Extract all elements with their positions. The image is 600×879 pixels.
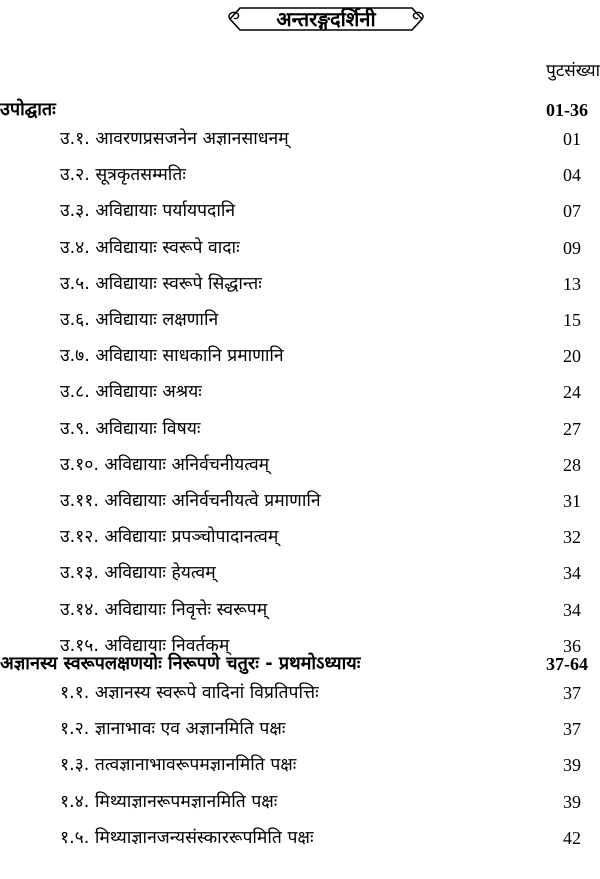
toc-entry-label: उ.९. अविद्यायाः विषयः	[60, 418, 201, 439]
toc-entry-label: उ.५. अविद्यायाः स्वरूपे सिद्धान्तः	[60, 273, 262, 294]
toc-entry-row	[0, 747, 600, 783]
toc-entry-row	[0, 592, 600, 628]
toc-entry-page: 01	[563, 129, 581, 149]
toc-entry-label: १.२. ज्ञानाभावः एव अज्ञानमिति पक्षः	[60, 719, 286, 740]
toc-entry-label: उ.६. अविद्यायाः लक्षणानि	[60, 310, 219, 330]
toc-entry-row	[0, 447, 600, 483]
toc-entry-page: 27	[563, 418, 581, 439]
toc-entry-label: उ.३. अविद्यायाः पर्यायपदानि	[60, 201, 236, 222]
toc-entry-label: १.३. तत्वज्ञानाभावरूपमज्ञानमिति पक्षः	[60, 755, 297, 776]
toc-entry-page: 07	[563, 201, 581, 222]
toc-entry-row	[0, 711, 600, 747]
toc-entry-page: 34	[563, 563, 581, 584]
toc-entry-label: उ.१२. अविद्यायाः प्रपञ्चोपादानत्वम्	[60, 527, 279, 548]
toc-entry-page: 13	[563, 273, 581, 294]
toc-entry-row	[0, 230, 600, 266]
toc-section-pages: 01-36	[546, 100, 588, 120]
toc-entry-row	[0, 675, 600, 711]
toc-entry-row	[0, 193, 600, 229]
toc-entry-label: उ.१०. अविद्यायाः अनिर्वचनीयत्वम्	[60, 454, 270, 475]
toc-entry-label: उ.७. अविद्यायाः साधकानि प्रमाणानि	[60, 346, 284, 367]
toc-entry-label: १.१. अज्ञानस्य स्वरूपे वादिनां विप्रतिपत्तिः	[60, 683, 319, 703]
toc-entry-page: 39	[563, 755, 581, 776]
toc-entry-page: 09	[563, 237, 581, 258]
toc-entry-label: उ.८. अविद्यायाः अश्रयः	[60, 382, 202, 403]
toc-entry-page: 31	[563, 491, 581, 511]
toc-entry-page: 32	[563, 527, 581, 548]
toc-entry-page: 15	[563, 310, 581, 330]
toc-entry-row	[0, 411, 600, 447]
toc-entry-page: 37	[563, 719, 581, 740]
toc-entry-row	[0, 784, 600, 820]
toc-entry-row	[0, 157, 600, 193]
toc-entry-row	[0, 266, 600, 302]
toc-entry-page: 36	[563, 635, 581, 656]
title-banner	[226, 2, 426, 36]
page-title: अन्तरङ्गदर्शिनी	[276, 7, 376, 31]
toc-entry-row	[0, 519, 600, 555]
toc-entry-page: 34	[563, 599, 581, 620]
toc-section-pages: 37-64	[546, 654, 588, 674]
toc-entry-page: 28	[563, 454, 581, 475]
toc-entry-row	[0, 121, 600, 157]
toc-entry-label: १.४. मिथ्याज्ञानरूपमज्ञानमिति पक्षः	[60, 791, 278, 812]
toc-entry-label: उ.१३. अविद्यायाः हेयत्वम्	[60, 563, 216, 584]
toc-section-title: अज्ञानस्य स्वरूपलक्षणयोः निरूपणे चतुरः - प्रथमोऽध्यायः	[0, 653, 361, 674]
toc-entry-page: 24	[563, 382, 581, 403]
toc-entry-row	[0, 302, 600, 338]
toc-entry-row	[0, 483, 600, 519]
page-number-column-header: पुटसंख्या	[546, 61, 600, 81]
toc-entry-label: उ.१५. अविद्यायाः निवर्तकम्	[60, 635, 230, 656]
toc-entry-page: 39	[563, 791, 581, 812]
toc-section-title: उपोद्घातः	[0, 99, 56, 120]
toc-entry-page: 20	[563, 346, 581, 367]
toc-entry-row	[0, 374, 600, 410]
toc-entry-label: उ.४. अविद्यायाः स्वरूपे वादाः	[60, 237, 240, 258]
toc-entry-page: 04	[563, 165, 581, 186]
toc-entry-row	[0, 555, 600, 591]
toc-entry-page: 37	[563, 683, 581, 703]
toc-entry-page: 42	[563, 827, 581, 848]
toc-entry-label: उ.१४. अविद्यायाः निवृत्तेः स्वरूपम्	[60, 599, 268, 620]
toc-entry-label: उ.१. आवरणप्रसजनेन अज्ञानसाधनम्	[60, 129, 289, 149]
toc-entry-label: १.५. मिथ्याज्ञानजन्यसंस्काररूपमिति पक्षः	[60, 827, 314, 848]
toc-entry-label: उ.२. सूत्रकृतसम्मतिः	[60, 165, 186, 186]
toc-entry-label: उ.११. अविद्यायाः अनिर्वचनीयत्वे प्रमाणानि	[60, 491, 321, 511]
toc-entry-row	[0, 338, 600, 374]
toc-entry-row	[0, 820, 600, 856]
